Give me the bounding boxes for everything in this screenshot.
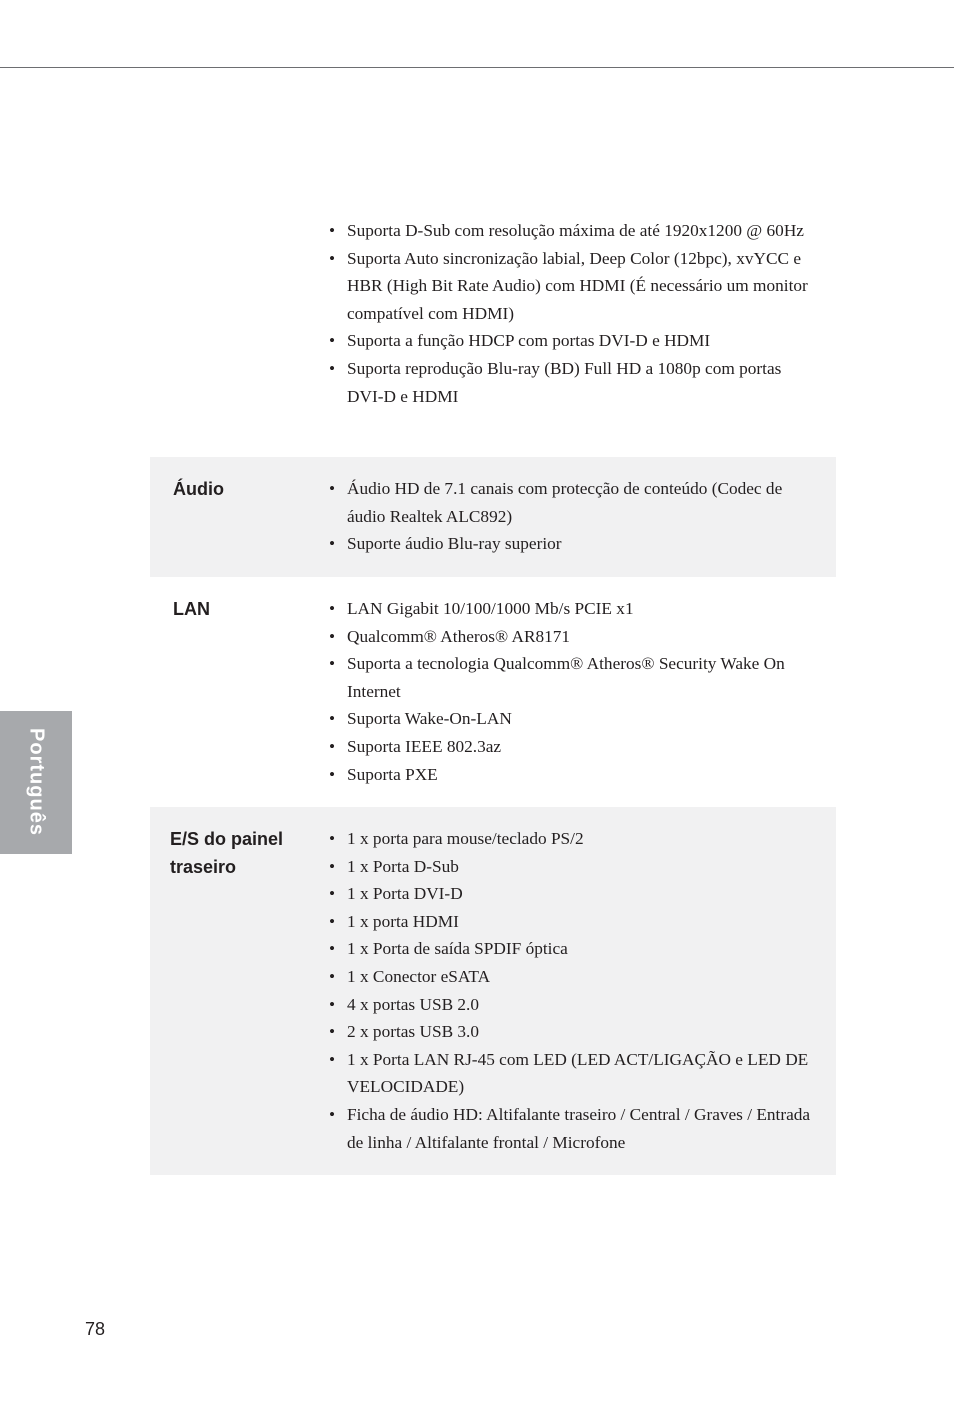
rear-io-section <box>150 807 836 1175</box>
lan-label: LAN <box>173 599 210 619</box>
graphics-section-continued <box>150 200 836 457</box>
lan-section <box>150 577 836 807</box>
list-item: • Suporta Auto sincronização labial, Deep Color (12bpc), xvYCC e HBR (High Bit Rate Audio) com HDMI (É necessário um monitor compatível com HDMI) <box>347 245 817 328</box>
language-tab <box>0 711 72 854</box>
audio-label: Áudio <box>173 479 224 499</box>
graphics-feature-list <box>347 217 817 410</box>
lan-feature-list <box>347 595 817 788</box>
list-item: • 2 x portas USB 3.0 <box>347 1018 817 1046</box>
audio-section <box>150 457 836 577</box>
list-item: • 1 x Porta LAN RJ-45 com LED (LED ACT/LIGAÇÃO e LED DE VELOCIDADE) <box>347 1046 817 1101</box>
list-item: • 1 x porta HDMI <box>347 908 817 936</box>
audio-feature-list <box>347 475 817 558</box>
list-item: • Suporta D-Sub com resolução máxima de até 1920x1200 @ 60Hz <box>347 217 817 245</box>
list-item: • Qualcomm® Atheros® AR8171 <box>347 623 817 651</box>
page-number: 78 <box>85 1319 106 1339</box>
list-item: • 1 x Porta DVI-D <box>347 880 817 908</box>
rear-io-label-line1: E/S do painel <box>170 829 284 849</box>
rear-io-label-line2: traseiro <box>170 857 237 877</box>
rear-io-feature-list <box>347 825 817 1156</box>
list-item: • LAN Gigabit 10/100/1000 Mb/s PCIE x1 <box>347 595 817 623</box>
rear-io-label <box>170 825 283 881</box>
list-item: • Suporta a tecnologia Qualcomm® Atheros® Security Wake On Internet <box>347 650 817 705</box>
list-item: • Suporta IEEE 802.3az <box>347 733 817 761</box>
list-item: • 4 x portas USB 2.0 <box>347 991 817 1019</box>
list-item: • 1 x Conector eSATA <box>347 963 817 991</box>
list-item: • Suporta PXE <box>347 761 817 789</box>
list-item: • Suporta Wake-On-LAN <box>347 705 817 733</box>
list-item: • 1 x Porta de saída SPDIF óptica <box>347 935 817 963</box>
list-item: • Suporte áudio Blu-ray superior <box>347 530 817 558</box>
list-item: • Suporta reprodução Blu-ray (BD) Full HD a 1080p com portas DVI-D e HDMI <box>347 355 817 410</box>
list-item: • 1 x porta para mouse/teclado PS/2 <box>347 825 817 853</box>
list-item: • Áudio HD de 7.1 canais com protecção de conteúdo (Codec de áudio Realtek ALC892) <box>347 475 817 530</box>
header-rule <box>0 67 954 68</box>
list-item: • Suporta a função HDCP com portas DVI-D e HDMI <box>347 327 817 355</box>
list-item: • Ficha de áudio HD: Altifalante traseiro / Central / Graves / Entrada de linha / Altifalante frontal / Microfone <box>347 1101 817 1156</box>
list-item: • 1 x Porta D-Sub <box>347 853 817 881</box>
language-tab-label: Português <box>25 728 48 836</box>
